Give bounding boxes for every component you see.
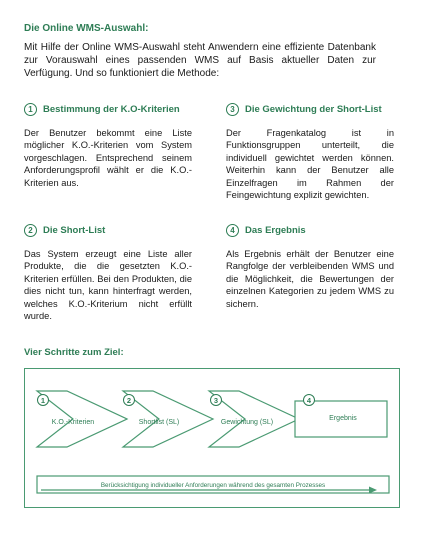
section-3-heading (226, 103, 382, 116)
section-2-title: Die Short-List (43, 225, 106, 236)
page-title: Die Online WMS-Auswahl: (24, 23, 149, 34)
diagram-step-4-number: 4 (303, 394, 315, 406)
diagram-step-1-number: 1 (37, 394, 49, 406)
section-4-heading (226, 224, 306, 237)
step-number-3: 3 (226, 103, 239, 116)
section-3-title: Die Gewichtung der Short-List (245, 104, 382, 115)
diagram-step-2-number: 2 (123, 394, 135, 406)
step-number-1: 1 (24, 103, 37, 116)
section-4-text: Als Ergebnis erhält der Benutzer eine Rangfolge der verbleibenden WMS und die Möglichkeit, die Bewertungen der einzelnen Kategorien zu jedem WMS zu sichern. (226, 249, 394, 309)
diagram-step-4-label: Ergebnis (329, 415, 357, 422)
section-1-text: Der Benutzer bekommt eine Liste möglicher K.O.-Kriterien vom System vorgeschlagen. Entsprechend seinem Anforderungsprofil wählt er die K.O.-Kriterien aus. (24, 128, 192, 188)
process-bar-label: Berücksichtigung individueller Anforderungen während des gesamten Prozesses (100, 482, 326, 489)
steps-title: Vier Schritte zum Ziel: (24, 347, 124, 358)
section-1-heading (24, 103, 180, 116)
section-2-text: Das System erzeugt eine Liste aller Produkte, die die gesetzten K.O.-Kriterien erfüllen. Bei den Produkten, die dies nicht tun, kann hinterfragt werden, welches K.O.-Kriterium nicht erfüllt wurde. (24, 249, 192, 322)
step-number-2: 2 (24, 224, 37, 237)
intro-paragraph: Mit Hilfe der Online WMS-Auswahl steht Anwendern eine effiziente Datenbank zur Vorauswahl eines passenden WMS auf Basis aktueller Daten zur Verfügung. Und so funktioniert die Methode: (24, 42, 376, 79)
diagram-step-1-label: K.O.-Kriterien (51, 419, 95, 426)
diagram-step-3-number: 3 (210, 394, 222, 406)
process-diagram (24, 368, 400, 508)
section-4-title: Das Ergebnis (245, 225, 306, 236)
diagram-step-3-label: Gewichtung (SL) (220, 419, 274, 426)
section-2-heading (24, 224, 105, 237)
step-number-4: 4 (226, 224, 239, 237)
diagram-step-2-label: Shortlist (SL) (138, 419, 180, 426)
section-1-title: Bestimmung der K.O-Kriterien (43, 104, 180, 115)
section-3-text: Der Fragenkatalog ist in Funktionsgruppen unterteilt, die individuell gewichtet werden können. Weiterhin kann der Benutzer alle Einzelfragen im Rahmen der Feingewichtung explizit gewichten. (226, 128, 394, 201)
